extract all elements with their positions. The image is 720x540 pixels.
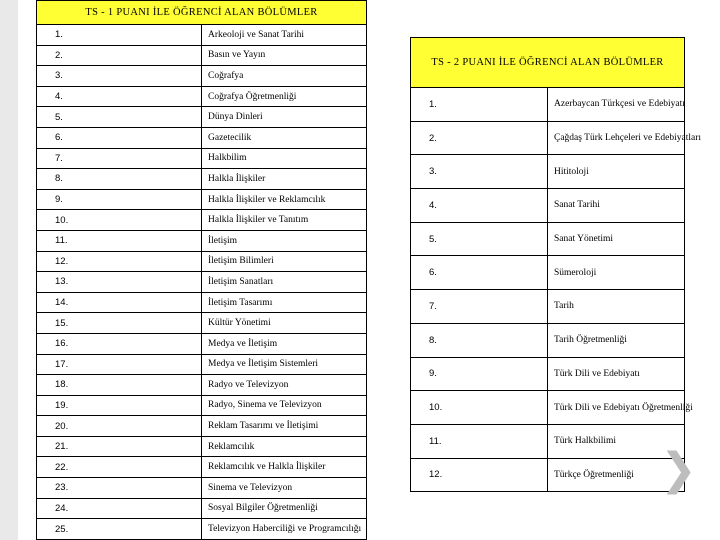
department-name: Çağdaş Türk Lehçeleri ve Edebiyatları	[548, 121, 685, 155]
ts1-table-row	[37, 354, 367, 375]
ts2-table-row	[411, 155, 685, 189]
ts1-table-row	[37, 210, 367, 231]
department-name: Türkçe Öğretmenliği	[548, 458, 685, 492]
department-name: Radyo, Sinema ve Televizyon	[202, 395, 367, 416]
row-number: 6.	[37, 127, 202, 148]
ts1-table-row	[37, 395, 367, 416]
department-name: Hititoloji	[548, 155, 685, 189]
ts2-table-row	[411, 121, 685, 155]
row-number: 21.	[37, 436, 202, 457]
department-name: Medya ve İletişim	[202, 333, 367, 354]
row-number: 18.	[37, 375, 202, 396]
row-number: 12.	[37, 251, 202, 272]
department-name: Sümeroloji	[548, 256, 685, 290]
department-name: Sinema ve Televizyon	[202, 478, 367, 499]
ts1-table-row	[37, 251, 367, 272]
row-number: 13.	[37, 272, 202, 293]
left-side-bar	[0, 0, 18, 540]
row-number: 15.	[37, 313, 202, 334]
row-number: 7.	[411, 290, 548, 324]
department-name: Dünya Dinleri	[202, 107, 367, 128]
department-name: Televizyon Haberciliği ve Programcılığı	[202, 519, 367, 540]
department-name: Halkla İlişkiler ve Reklamcılık	[202, 189, 367, 210]
department-name: Coğrafya Öğretmenliği	[202, 86, 367, 107]
ts2-table-row	[411, 357, 685, 391]
row-number: 3.	[411, 155, 548, 189]
row-number: 22.	[37, 457, 202, 478]
row-number: 20.	[37, 416, 202, 437]
ts2-table	[410, 37, 702, 492]
ts1-table-row	[37, 107, 367, 128]
department-name: Medya ve İletişim Sistemleri	[202, 354, 367, 375]
ts1-table-row	[37, 272, 367, 293]
department-name: Türk Dili ve Edebiyatı	[548, 357, 685, 391]
department-name: Sanat Yönetimi	[548, 222, 685, 256]
ts1-table-row	[37, 86, 367, 107]
row-number: 19.	[37, 395, 202, 416]
ts2-table-row	[411, 222, 685, 256]
department-name: İletişim Bilimleri	[202, 251, 367, 272]
chevron-right-icon[interactable]: ❯	[660, 444, 697, 495]
ts2-table-row	[411, 256, 685, 290]
row-number: 14.	[37, 292, 202, 313]
department-name: Halkbilim	[202, 148, 367, 169]
ts2-table-row	[411, 391, 685, 425]
row-number: 1.	[37, 25, 202, 46]
department-name: İletişim Sanatları	[202, 272, 367, 293]
row-number: 3.	[37, 66, 202, 87]
department-name: Reklam Tasarımı ve İletişimi	[202, 416, 367, 437]
department-name: Reklamcılık ve Halkla İlişkiler	[202, 457, 367, 478]
department-name: Tarih Öğretmenliği	[548, 323, 685, 357]
department-name: Basın ve Yayın	[202, 45, 367, 66]
row-number: 16.	[37, 333, 202, 354]
ts1-table-row	[37, 519, 367, 540]
ts1-table	[36, 0, 367, 540]
row-number: 10.	[37, 210, 202, 231]
row-number: 2.	[411, 121, 548, 155]
department-name: Sosyal Bilgiler Öğretmenliği	[202, 498, 367, 519]
ts1-table-row	[37, 498, 367, 519]
department-name: Gazetecilik	[202, 127, 367, 148]
row-number: 8.	[37, 169, 202, 190]
ts2-table-header: TS - 2 PUANI İLE ÖĞRENCİ ALAN BÖLÜMLER	[411, 38, 685, 88]
department-name: Kültür Yönetimi	[202, 313, 367, 334]
ts1-table-row	[37, 169, 367, 190]
ts1-table-row	[37, 478, 367, 499]
row-number: 23.	[37, 478, 202, 499]
row-number: 9.	[411, 357, 548, 391]
row-number: 10.	[411, 391, 548, 425]
ts1-table-row	[37, 292, 367, 313]
ts2-table-row	[411, 323, 685, 357]
department-name: Tarih	[548, 290, 685, 324]
ts1-table-row	[37, 375, 367, 396]
row-number: 2.	[37, 45, 202, 66]
row-number: 4.	[37, 86, 202, 107]
row-number: 6.	[411, 256, 548, 290]
department-name: İletişim	[202, 230, 367, 251]
ts1-table-row	[37, 313, 367, 334]
row-number: 11.	[37, 230, 202, 251]
department-name: Azerbaycan Türkçesi ve Edebiyatı	[548, 88, 685, 122]
row-number: 24.	[37, 498, 202, 519]
ts1-table-row	[37, 66, 367, 87]
department-name: İletişim Tasarımı	[202, 292, 367, 313]
ts1-table-row	[37, 148, 367, 169]
department-name: Türk Halkbilimi	[548, 424, 685, 458]
row-number: 11.	[411, 424, 548, 458]
row-number: 9.	[37, 189, 202, 210]
ts1-table-row	[37, 127, 367, 148]
department-name: Sanat Tarihi	[548, 189, 685, 223]
row-number: 1.	[411, 88, 548, 122]
ts2-table-row	[411, 290, 685, 324]
department-name: Türk Dili ve Edebiyatı Öğretmenliği	[548, 391, 685, 425]
department-name: Halkla İlişkiler ve Tanıtım	[202, 210, 367, 231]
row-number: 17.	[37, 354, 202, 375]
ts1-table-row	[37, 436, 367, 457]
department-name: Arkeoloji ve Sanat Tarihi	[202, 25, 367, 46]
ts2-table-row	[411, 189, 685, 223]
department-name: Radyo ve Televizyon	[202, 375, 367, 396]
row-number: 5.	[411, 222, 548, 256]
row-number: 4.	[411, 189, 548, 223]
ts2-table-row	[411, 88, 685, 122]
row-number: 12.	[411, 458, 548, 492]
ts1-table-header: TS - 1 PUANI İLE ÖĞRENCİ ALAN BÖLÜMLER	[37, 1, 367, 25]
department-name: Reklamcılık	[202, 436, 367, 457]
row-number: 25.	[37, 519, 202, 540]
row-number: 5.	[37, 107, 202, 128]
row-number: 8.	[411, 323, 548, 357]
department-name: Coğrafya	[202, 66, 367, 87]
ts1-table-row	[37, 189, 367, 210]
ts1-table-row	[37, 230, 367, 251]
ts1-table-row	[37, 25, 367, 46]
department-name: Halkla İlişkiler	[202, 169, 367, 190]
ts1-table-row	[37, 457, 367, 478]
ts2-table-row	[411, 458, 685, 492]
ts2-table-row	[411, 424, 685, 458]
row-number: 7.	[37, 148, 202, 169]
ts1-table-row	[37, 416, 367, 437]
ts1-table-row	[37, 45, 367, 66]
ts1-table-row	[37, 333, 367, 354]
